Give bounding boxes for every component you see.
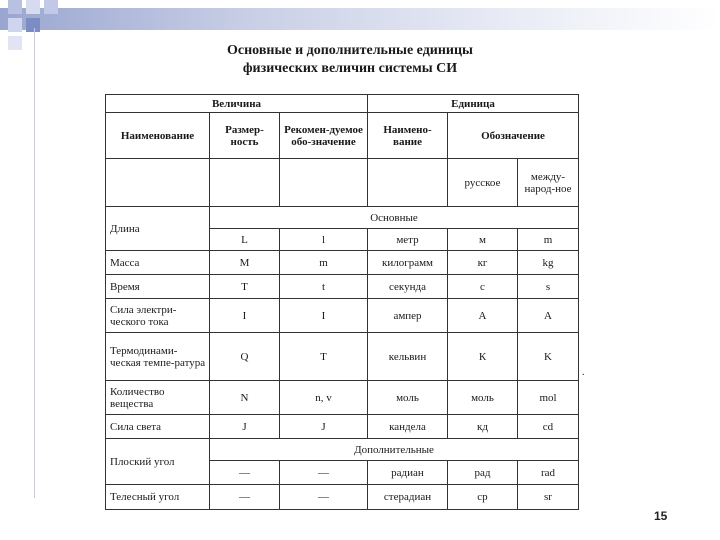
cell-intl: m xyxy=(518,229,578,251)
page-number: 15 xyxy=(654,509,668,523)
header-empty xyxy=(280,159,368,207)
cell-ru: с xyxy=(448,275,518,299)
cell-intl: K xyxy=(518,333,578,381)
cell-ru: А xyxy=(448,299,518,333)
cell-ru: моль xyxy=(448,381,518,415)
header-unit: Единица xyxy=(368,95,578,113)
cell-ru: м xyxy=(448,229,518,251)
cell-ru: кг xyxy=(448,251,518,275)
section-basic: Основные xyxy=(210,207,578,229)
cell-intl: sr xyxy=(544,491,552,503)
cell-ru: кд xyxy=(448,415,518,439)
cell-dimension: — xyxy=(210,461,280,485)
header-recommended: Рекомен-дуемое обо-значение xyxy=(280,113,368,159)
section-additional: Дополнительные xyxy=(210,439,578,461)
cell-symbol: n, v xyxy=(280,381,368,415)
row-name-time: Время xyxy=(106,275,210,299)
row-name-solid-angle: Телесный угол xyxy=(106,485,210,509)
row-name-luminous: Сила света xyxy=(106,415,210,439)
si-units-table xyxy=(105,94,579,510)
header-russian: русское xyxy=(448,159,518,207)
cell-dimension: L xyxy=(210,229,280,251)
row-name-current: Сила электри-ческого тока xyxy=(106,299,210,333)
header-empty xyxy=(368,159,448,207)
cell-symbol: t xyxy=(280,275,368,299)
cell-unit: кельвин xyxy=(368,333,448,381)
cell-dimension: Q xyxy=(210,333,280,381)
slide-title xyxy=(170,42,530,78)
header-unit-name: Наимено-вание xyxy=(368,113,448,159)
cell-symbol: T xyxy=(280,333,368,381)
header-dimension: Размер-ность xyxy=(210,113,280,159)
row-name-plane-angle: Плоский угол xyxy=(106,439,210,485)
cell-unit: килограмм xyxy=(368,251,448,275)
cell-intl: mol xyxy=(518,381,578,415)
header-designation: Обозначение xyxy=(448,113,578,159)
cell-unit: секунда xyxy=(368,275,448,299)
cell-unit: кандела xyxy=(368,415,448,439)
cell-ru: рад xyxy=(448,461,518,485)
cell-symbol: J xyxy=(280,415,368,439)
cell-dimension: — xyxy=(210,485,280,509)
cell-intl: A xyxy=(518,299,578,333)
cell-unit: моль xyxy=(368,381,448,415)
cell-ru: К xyxy=(448,333,518,381)
cell-intl: cd xyxy=(518,415,578,439)
header-international: между-народ-ное xyxy=(518,159,578,207)
header-quantity: Величина xyxy=(106,95,368,113)
left-rule xyxy=(34,28,35,498)
decor-square xyxy=(8,36,22,50)
decor-square xyxy=(44,0,58,14)
cell-unit: стерадиан xyxy=(368,485,448,509)
stray-dot: . xyxy=(582,367,585,378)
row-name-length: Длина xyxy=(106,207,210,251)
cell-intl: s xyxy=(518,275,578,299)
row-name-mass: Масса xyxy=(106,251,210,275)
cell-dimension: M xyxy=(210,251,280,275)
cell-ru: ср xyxy=(448,485,518,509)
header-name: Наименование xyxy=(106,113,210,159)
cell-symbol: I xyxy=(280,299,368,333)
header-empty xyxy=(106,159,210,207)
cell-intl: rad xyxy=(518,461,578,485)
title-line-1: Основные и дополнительные единицы xyxy=(227,43,473,58)
title-line-2: физических величин системы СИ xyxy=(242,61,458,76)
cell-dimension: I xyxy=(210,299,280,333)
cell-symbol: m xyxy=(280,251,368,275)
decor-square xyxy=(8,18,22,32)
decor-square xyxy=(26,0,40,14)
cell-symbol: l xyxy=(280,229,368,251)
cell-symbol: — xyxy=(280,461,368,485)
row-name-temperature: Термодинами-ческая темпе-ратура xyxy=(106,333,210,381)
decor-square xyxy=(26,18,40,32)
cell-dimension: N xyxy=(210,381,280,415)
header-empty xyxy=(210,159,280,207)
cell-symbol: — xyxy=(280,485,368,509)
row-name-amount: Количество вещества xyxy=(106,381,210,415)
cell-dimension: J xyxy=(210,415,280,439)
decor-square xyxy=(8,0,22,14)
cell-unit: радиан xyxy=(368,461,448,485)
cell-unit: ампер xyxy=(368,299,448,333)
cell-dimension: T xyxy=(210,275,280,299)
cell-unit: метр xyxy=(368,229,448,251)
header-band xyxy=(0,8,720,30)
cell-intl: kg xyxy=(518,251,578,275)
